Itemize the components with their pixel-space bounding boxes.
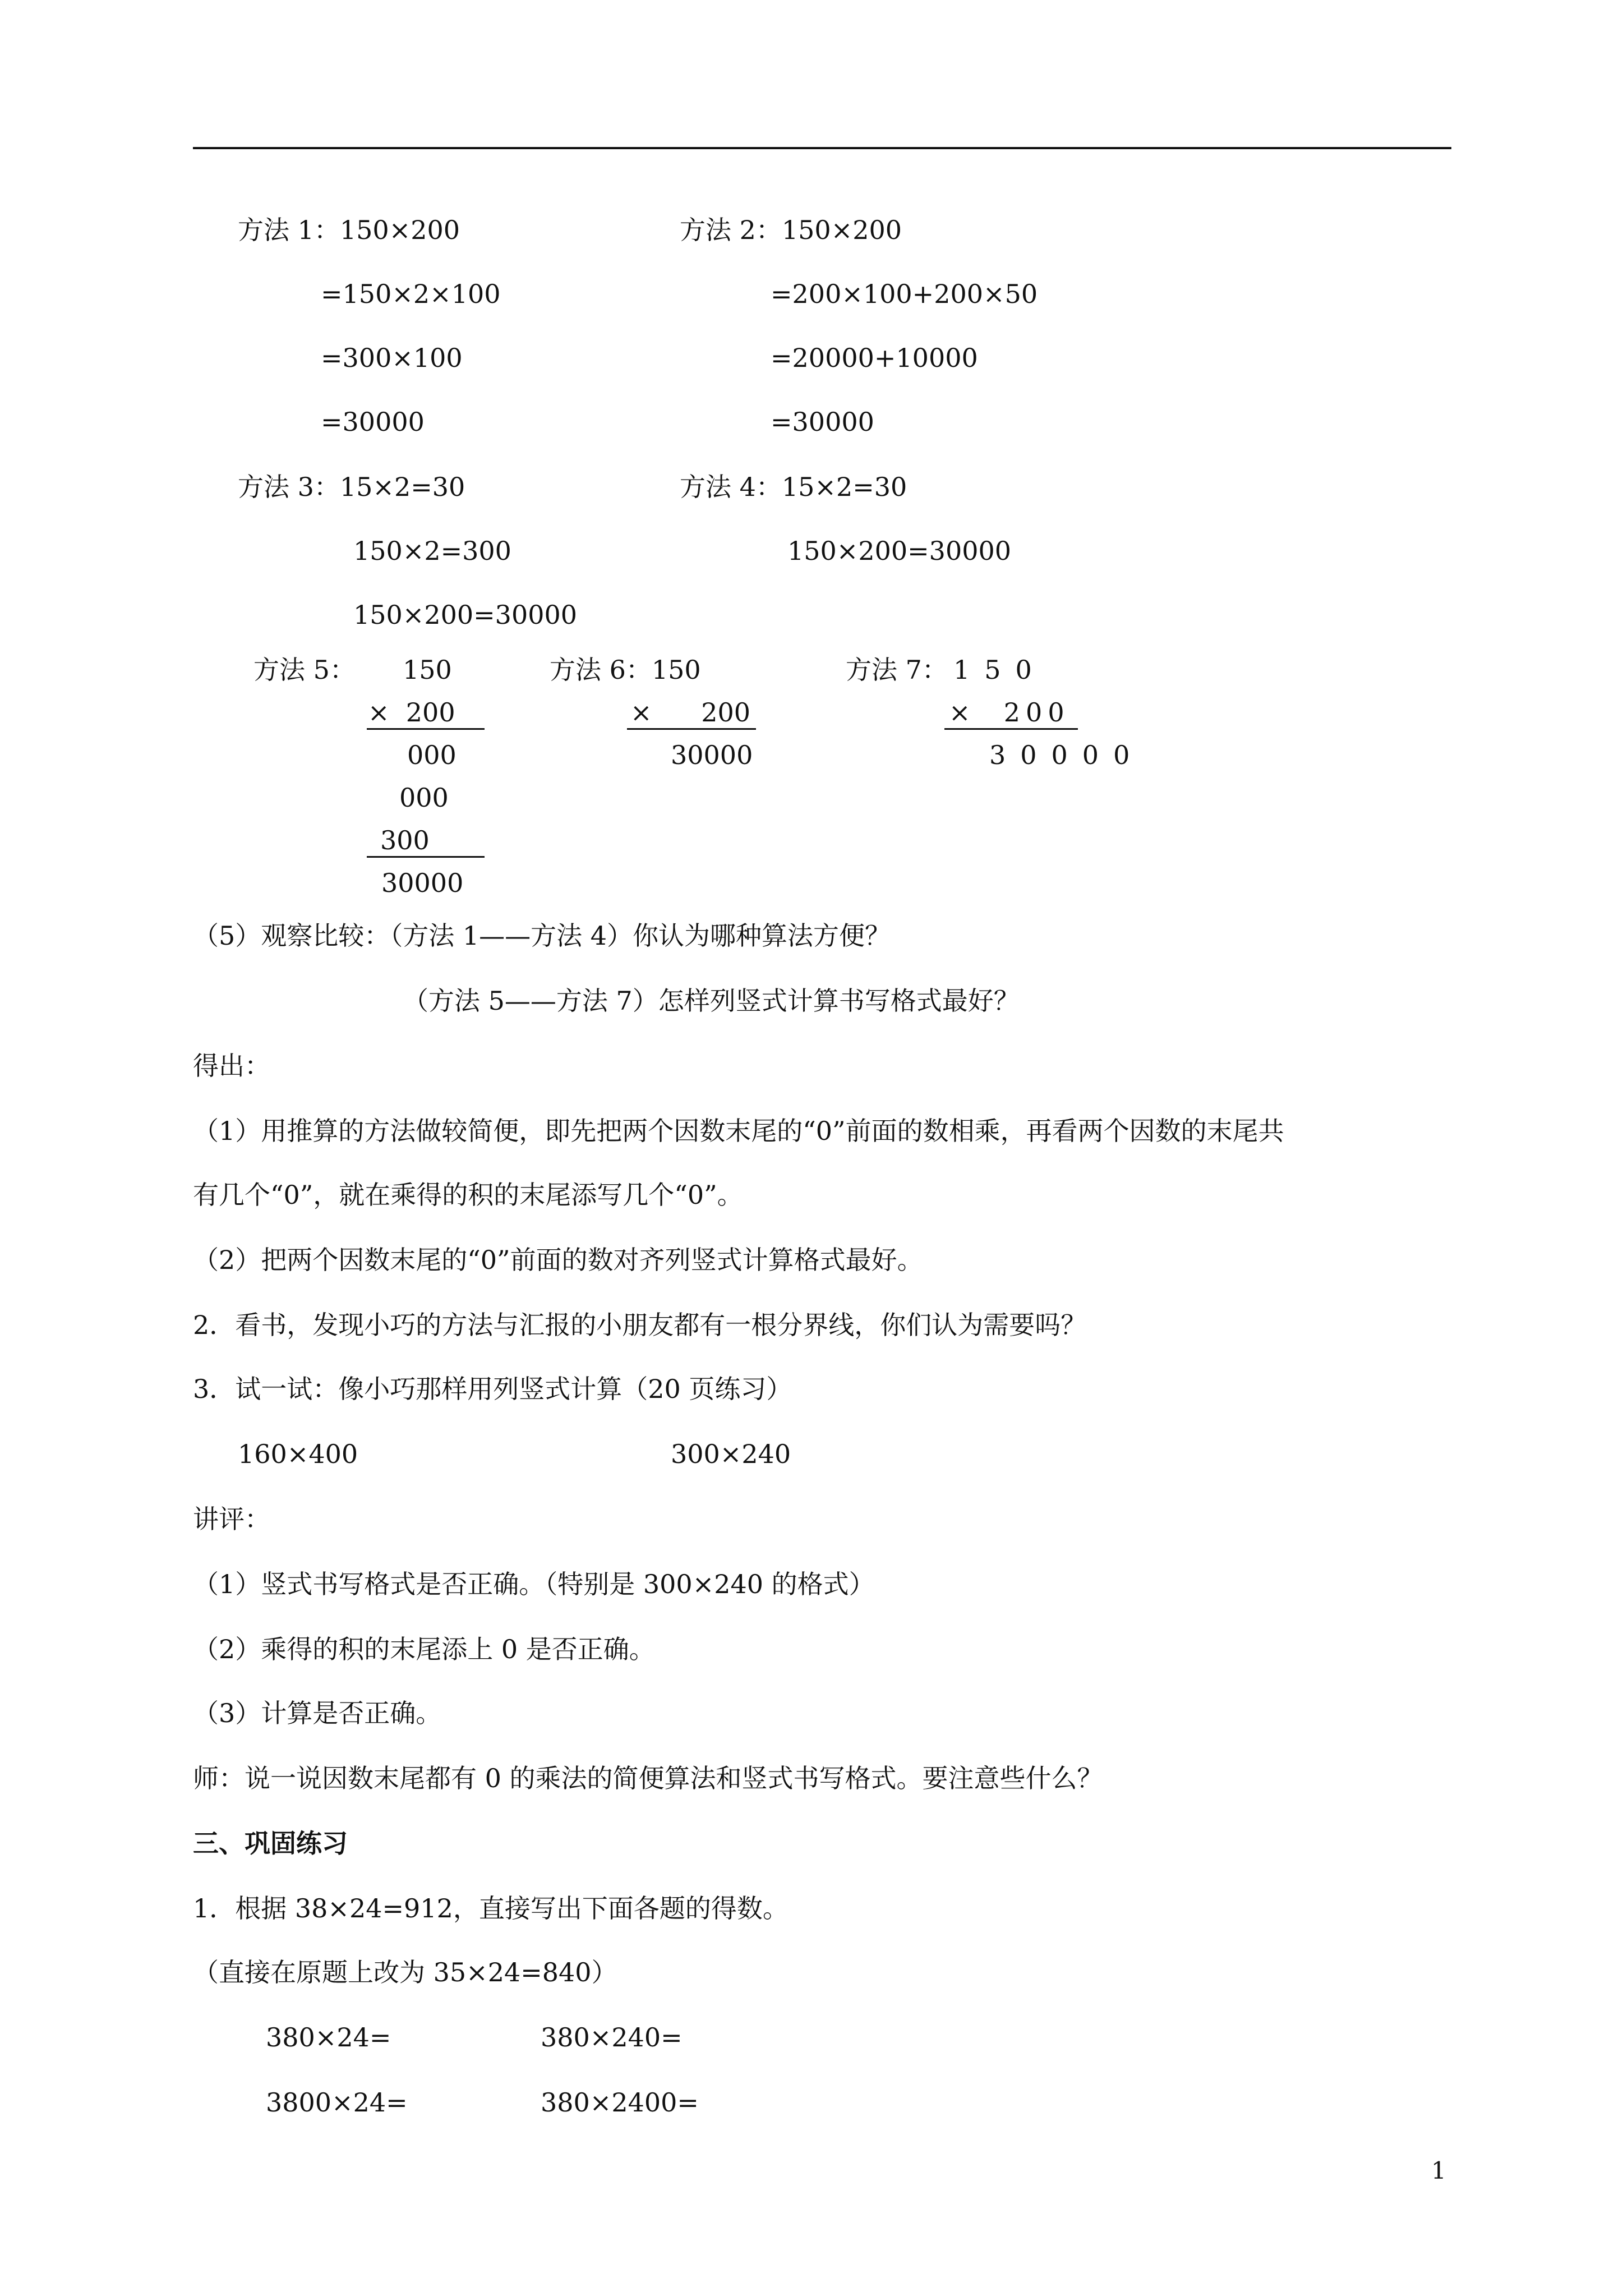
review-1: （1）竖式书写格式是否正确。（特别是 300×240 的格式）	[193, 1569, 875, 1599]
method-1-label: 方法 1：150×200	[238, 215, 460, 245]
exercise-1: 380×24=	[266, 2022, 391, 2053]
section-3-heading: 三、巩固练习	[193, 1828, 348, 1858]
method-5-partial-2: 000	[399, 783, 449, 813]
method-4-label: 方法 4：15×2=30	[680, 472, 907, 502]
method-7-multiplier: × 200	[949, 697, 1070, 728]
conclusion-heading: 得出：	[193, 1051, 270, 1081]
page-number: 1	[1431, 2157, 1446, 2184]
conclusion-1-line-1: （1）用推算的方法做较简便，即先把两个因数末尾的“0”前面的数相乘，再看两个因数的末尾共	[193, 1116, 1284, 1146]
section-3-note: （直接在原题上改为 35×24=840）	[193, 1957, 617, 1987]
method-5-partial-1: 000	[407, 740, 457, 770]
item-3-exercise-2: 300×240	[671, 1439, 791, 1469]
teacher-line: 师：说一说因数末尾都有 0 的乘法的简便算法和竖式书写格式。要注意些什么？	[193, 1763, 1103, 1793]
method-6-multiplier: × 200	[630, 697, 751, 728]
observe-question-2: （方法 5——方法 7）怎样列竖式计算书写格式最好？	[403, 986, 1020, 1016]
item-2: 2．看书，发现小巧的方法与汇报的小朋友都有一根分界线，你们认为需要吗？	[193, 1310, 1087, 1340]
item-3: 3．试一试：像小巧那样用列竖式计算（20 页练习）	[193, 1374, 792, 1404]
method-3-step-1: 150×2=300	[353, 536, 511, 566]
method-2-label: 方法 2：150×200	[680, 215, 902, 245]
conclusion-1-line-2: 有几个“0”，就在乘得的积的末尾添写几个“0”。	[193, 1180, 743, 1210]
method-6-label: 方法 6：150	[550, 655, 701, 685]
section-3-item-1: 1．根据 38×24=912，直接写出下面各题的得数。	[193, 1893, 789, 1924]
method-2-step-3: =30000	[771, 407, 874, 437]
method-1-step-2: =300×100	[321, 343, 463, 373]
method-1-step-3: =30000	[321, 407, 425, 437]
item-3-exercise-1: 160×400	[238, 1439, 358, 1469]
review-3: （3）计算是否正确。	[193, 1698, 442, 1728]
method-5-rule-2	[367, 856, 485, 858]
exercise-4: 380×2400=	[541, 2087, 699, 2118]
method-4-step-1: 150×200=30000	[787, 536, 1012, 566]
review-heading: 讲评：	[193, 1504, 270, 1534]
method-7-result: 30000	[989, 740, 1145, 770]
method-6-rule	[627, 728, 756, 730]
method-5-partial-3: 300	[380, 825, 430, 855]
method-5-label: 方法 5：	[253, 655, 356, 685]
method-7-top: 150	[953, 655, 1046, 685]
method-6-result: 30000	[671, 740, 753, 770]
method-2-step-2: =20000+10000	[771, 343, 978, 373]
method-5-result: 30000	[381, 868, 464, 898]
method-3-step-2: 150×200=30000	[353, 600, 578, 630]
exercise-2: 380×240=	[541, 2022, 683, 2053]
conclusion-2: （2）把两个因数末尾的“0”前面的数对齐列竖式计算格式最好。	[193, 1245, 923, 1275]
method-1-step-1: =150×2×100	[321, 279, 501, 309]
method-2-step-1: =200×100+200×50	[771, 279, 1038, 309]
observe-question-1: （5）观察比较：（方法 1——方法 4）你认为哪种算法方便？	[193, 921, 891, 951]
method-3-label: 方法 3：15×2=30	[238, 472, 465, 502]
method-7-label: 方法 7：	[846, 655, 948, 685]
method-5-multiplier: × 200	[368, 697, 455, 728]
method-5-top: 150	[403, 655, 452, 685]
exercise-3: 3800×24=	[266, 2087, 408, 2118]
method-7-rule	[944, 728, 1078, 730]
review-2: （2）乘得的积的末尾添上 0 是否正确。	[193, 1634, 655, 1664]
method-5-rule-1	[367, 728, 485, 730]
header-rule	[193, 147, 1451, 149]
